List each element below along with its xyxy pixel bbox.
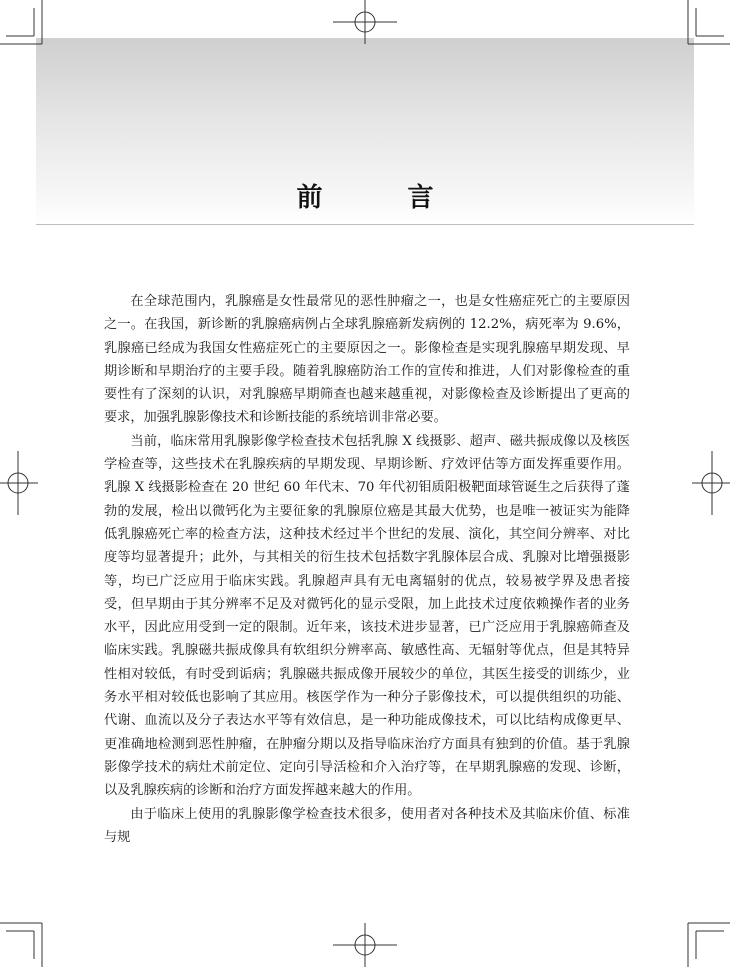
crop-mark-bottom-left <box>0 907 60 967</box>
registration-mark-left <box>0 451 38 515</box>
registration-mark-top <box>333 0 397 44</box>
paragraph: 由于临床上使用的乳腺影像学检查技术很多，使用者对各种技术及其临床价值、标准与规 <box>104 806 630 845</box>
crop-mark-top-left <box>0 0 60 60</box>
body-text <box>104 290 630 849</box>
paragraph: 在全球范围内，乳腺癌是女性最常见的恶性肿瘤之一，也是女性癌症死亡的主要原因之一。在我国，新诊断的乳腺癌病例占全球乳腺癌新发病例的 12.2%，病死率为 9.6%，乳腺癌已经成为我国女性癌症死亡的主要原因之一。影像检查是实现乳腺癌早期发现、早期诊断和早期治疗的主要手段。随着乳腺癌防治工作的宣传和推进，人们对影像检查的重要性有了深刻的认识，对乳腺癌早期筛查也越来越重视，对影像检查及诊断提出了更高的要求，加强乳腺影像技术和诊断技能的系统培训非常必要。 <box>104 294 630 426</box>
registration-mark-bottom <box>333 923 397 967</box>
paragraph: 当前，临床常用乳腺影像学检查技术包括乳腺 X 线摄影、超声、磁共振成像以及核医学检查等，这些技术在乳腺疾病的早期发现、早期诊断、疗效评估等方面发挥重要作用。乳腺 X 线摄影检查在 20 世纪 60 年代末、70 年代初钼质阳极靶面球管诞生之后获得了蓬勃的发展，检出以微钙化为主要征象的乳腺原位癌是其最大优势，也是唯一被证实为能降低乳腺癌死亡率的检查方法，这种技术经过半个世纪的发展、演化，其空间分辨率、对比度等均显著提升；此外，与其相关的衍生技术包括数字乳腺体层合成、乳腺对比增强摄影等，均已广泛应用于临床实践。乳腺超声具有无电离辐射的优点，较易被学界及患者接受，但早期由于其分辨率不足及对微钙化的显示受限，加上此技术过度依赖操作者的业务水平，因此应用受到一定的限制。近年来，该技术进步显著，已广泛应用于乳腺癌筛查及临床实践。乳腺磁共振成像具有软组织分辨率高、敏感性高、无辐射等优点，但是其特异性相对较低，有时受到诟病；乳腺磁共振成像开展较少的单位，其医生接受的训练少，业务水平相对较低也影响了其应用。核医学作为一种分子影像技术，可以提供组织的功能、代谢、血流以及分子表达水平等有效信息，是一种功能成像技术，可以比结构成像更早、更准确地检测到恶性肿瘤，在肿瘤分期以及指导临床治疗方面具有独到的价值。基于乳腺影像学技术的病灶术前定位、定向引导活检和介入治疗等，在早期乳腺癌的发现、诊断，以及乳腺疾病的诊断和治疗方面发挥越来越大的作用。 <box>104 433 630 799</box>
registration-mark-right <box>692 451 730 515</box>
crop-mark-bottom-right <box>670 907 730 967</box>
page-title: 前 言 <box>296 183 472 214</box>
header-divider <box>36 224 694 225</box>
crop-mark-top-right <box>670 0 730 60</box>
